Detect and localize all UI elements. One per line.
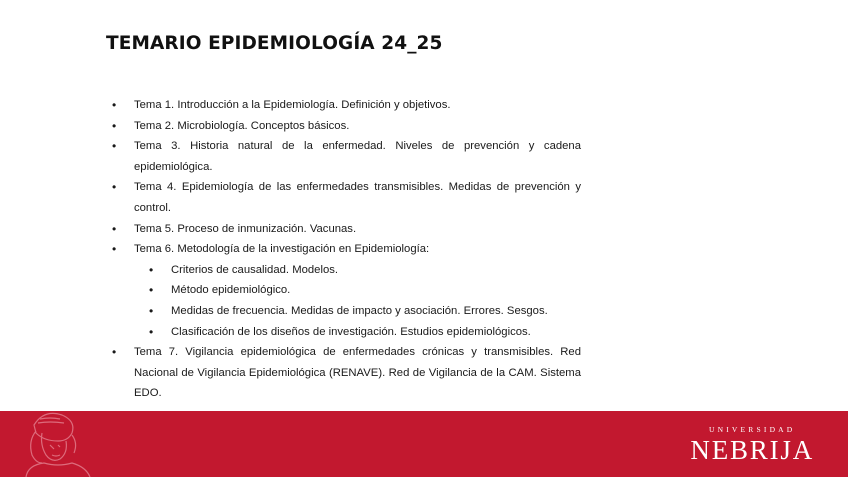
subtopic-item: • Método epidemiológico. [134, 280, 581, 301]
topic-item-label: Tema 6. Metodología de la investigación en Epidemiología: [134, 243, 430, 256]
page-title: TEMARIO EPIDEMIOLOGÍA 24_25 [106, 33, 443, 54]
topic-item: • Tema 5. Proceso de inmunización. Vacunas. [106, 219, 581, 240]
portrait-illustration [14, 411, 104, 477]
subtopic-item: • Criterios de causalidad. Modelos. [134, 260, 581, 281]
topic-item: • Tema 2. Microbiología. Conceptos básicos. [106, 116, 581, 137]
subtopic-item: • Clasificación de los diseños de investigación. Estudios epidemiológicos. [134, 322, 581, 343]
university-logo [690, 425, 814, 465]
subtopic-list [134, 260, 581, 342]
topic-item: • Tema 3. Historia natural de la enfermedad. Niveles de prevención y cadena epidemiológica. [106, 136, 581, 177]
topic-item: • Tema 1. Introducción a la Epidemiología. Definición y objetivos. [106, 95, 581, 116]
logo-subtitle: UNIVERSIDAD [708, 425, 796, 434]
topic-item-with-subtopics [106, 239, 581, 342]
topic-list [106, 95, 581, 404]
logo-name: NEBRIJA [690, 435, 814, 465]
topic-item: • Tema 7. Vigilancia epidemiológica de enfermedades crónicas y transmisibles. Red Nacional de Vigilancia Epidemiológica (RENAVE). Red de Vigilancia de la CAM. Sistema EDO. [106, 342, 581, 404]
topic-item: • Tema 4. Epidemiología de las enfermedades transmisibles. Medidas de prevención y control. [106, 177, 581, 218]
subtopic-item: • Medidas de frecuencia. Medidas de impacto y asociación. Errores. Sesgos. [134, 301, 581, 322]
footer-banner [0, 411, 848, 477]
